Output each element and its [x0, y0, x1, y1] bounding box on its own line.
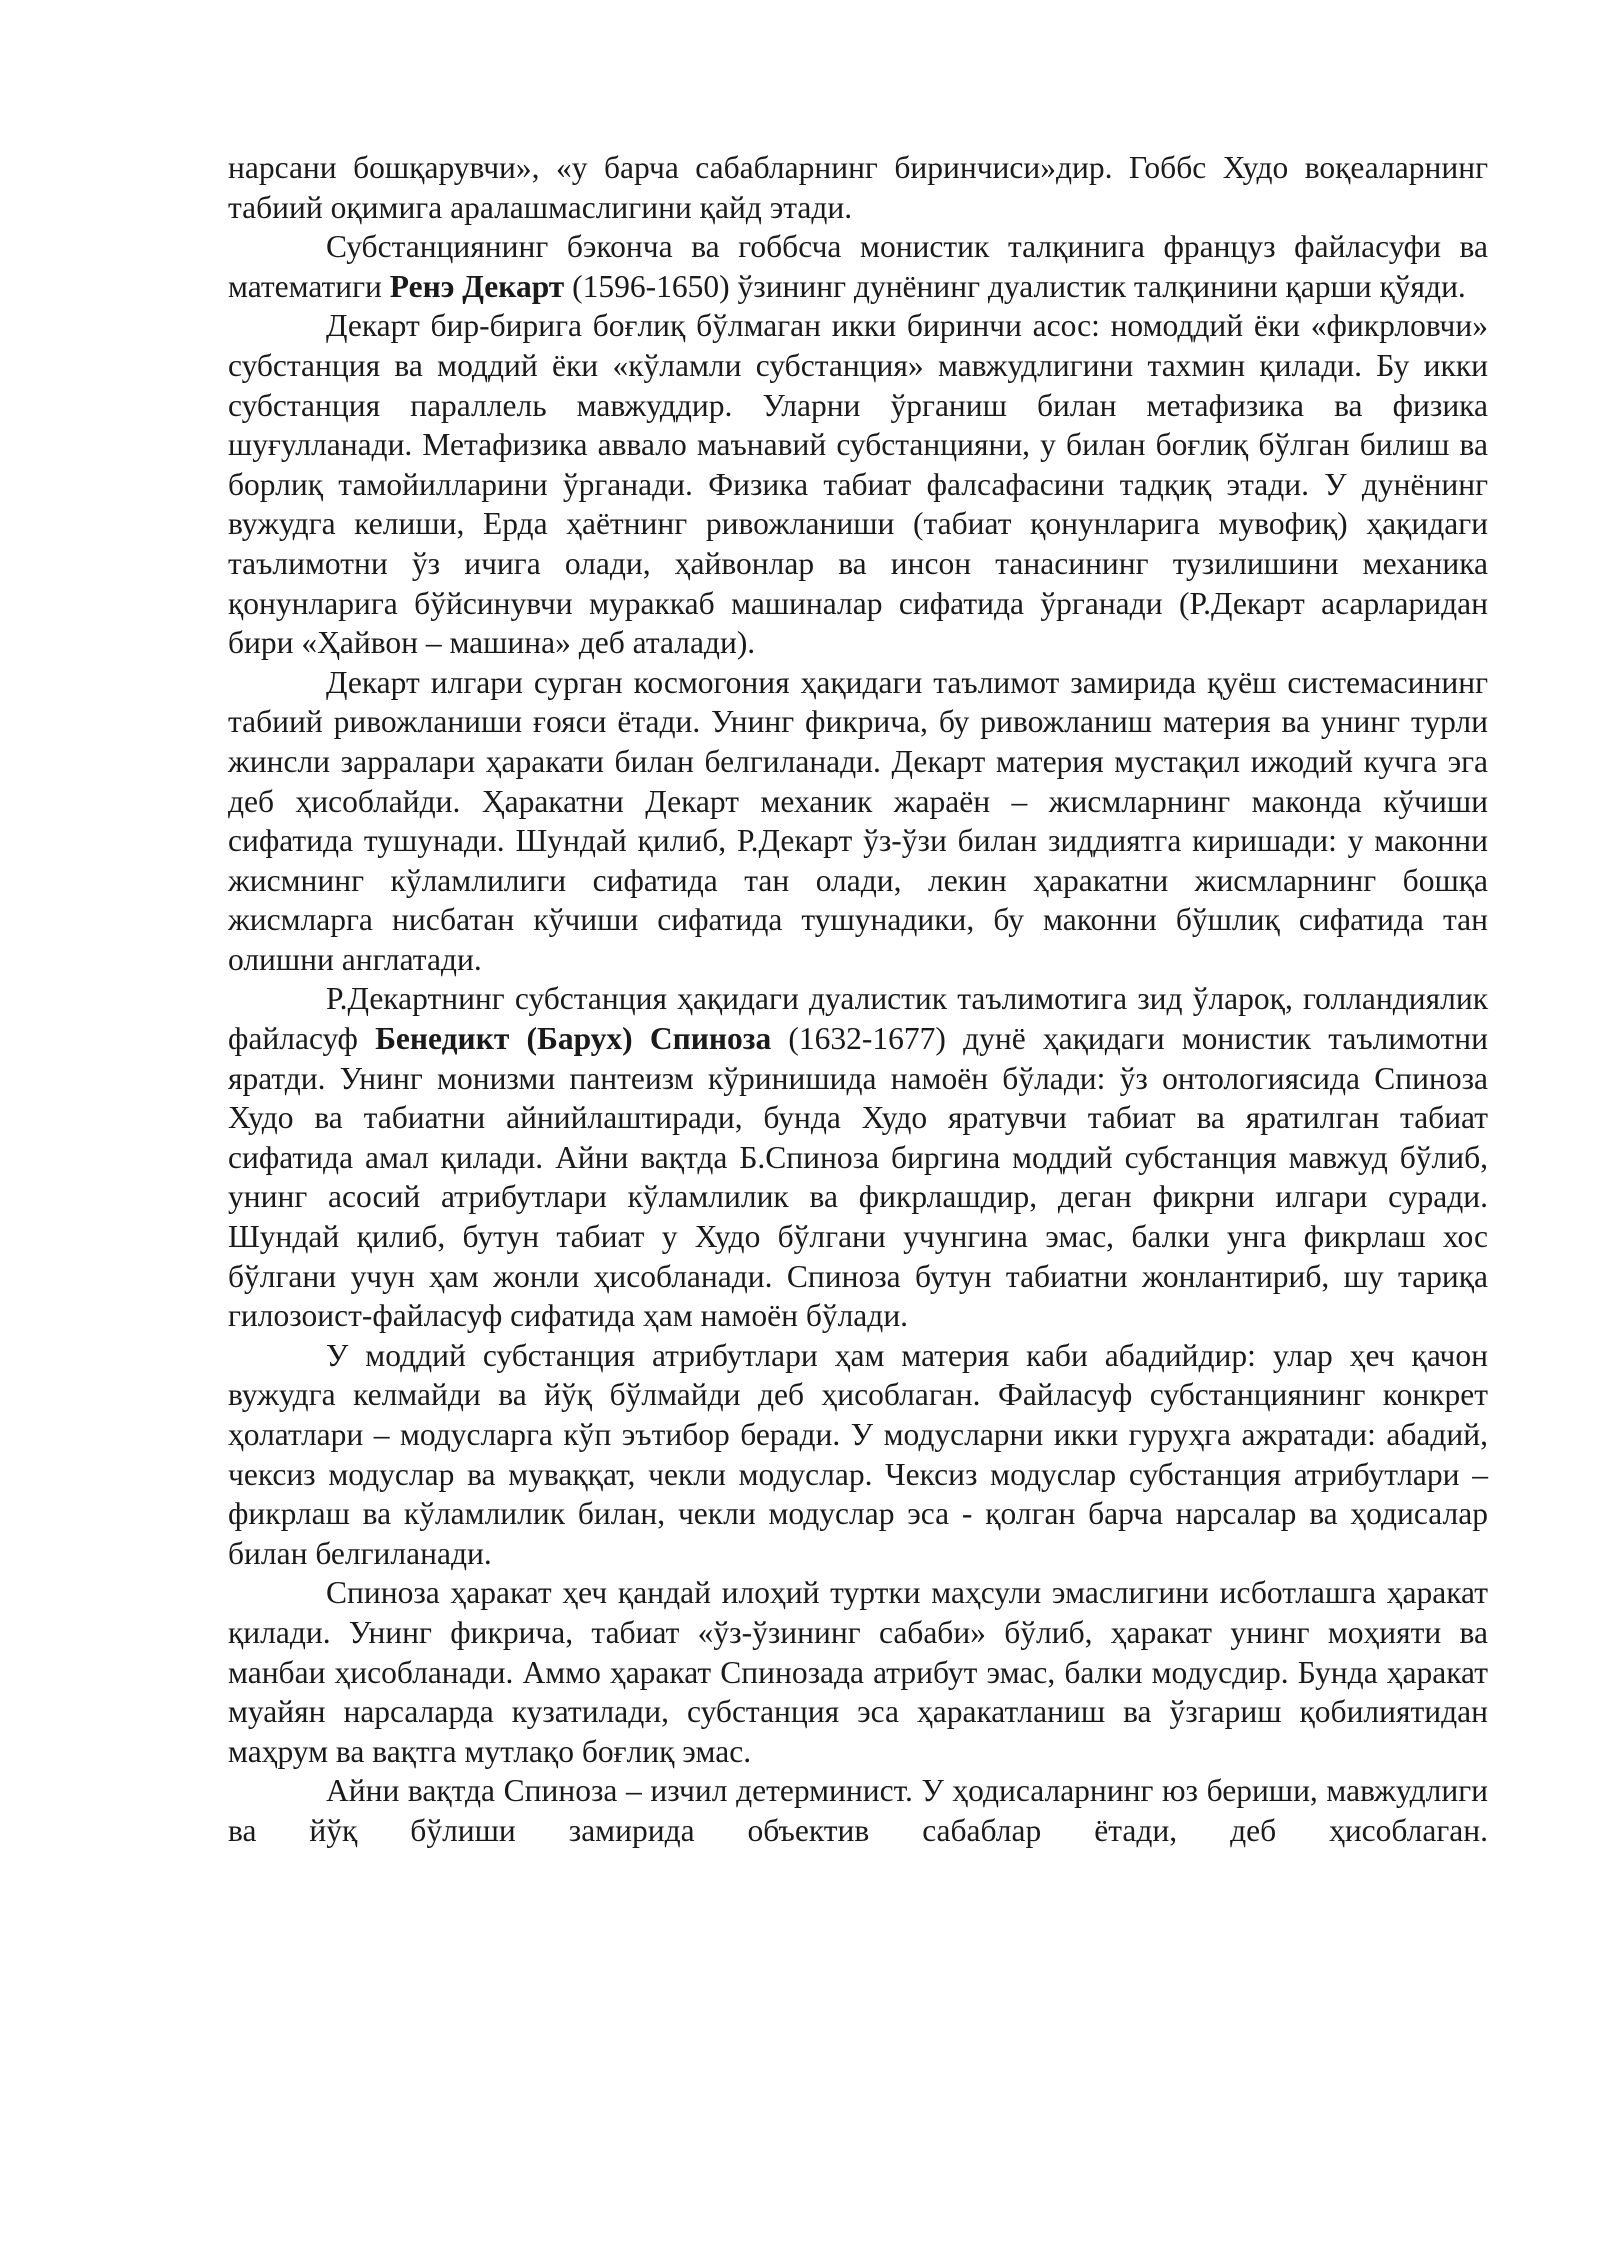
body-paragraph	[228, 663, 1488, 980]
text-run: У моддий субстанция атрибутлари ҳам материя каби абадийдир: улар ҳеч қачон вужудга келмайди ва йўқ бўлмайди деб ҳисоблаган. Файласуф субстанциянинг конкрет ҳолатлари – модусларга кўп эътибор беради. У модусларни икки гуруҳга ажратади: абадий, чексиз модуслар ва муваққат, чекли модуслар. Чексиз модуслар субстанция атрибутлари – фикрлаш ва кўламлилик билан, чекли модуслар эса - қолган барча нарсалар ва ҳодисалар билан белгиланади.	[228, 1337, 1488, 1571]
body-paragraph	[228, 1336, 1488, 1574]
bold-name: Бенедикт (Барух) Спиноза	[375, 1021, 772, 1057]
bold-name: Ренэ Декарт	[389, 268, 565, 304]
text-run: нарсани бошқарувчи», «у барча сабабларнинг биринчиси»дир. Гоббс Худо воқеаларнинг табиий оқимига аралашмаслигини қайд этади.	[228, 150, 1488, 225]
body-paragraph	[228, 227, 1488, 306]
body-paragraph	[228, 148, 1488, 227]
body-paragraph	[228, 979, 1488, 1335]
text-run: Декарт бир-бирига боғлиқ бўлмаган икки биринчи асос: номоддий ёки «фикрловчи» субстанция ва моддий ёки «кўламли субстанция» мавжудлигини тахмин қилади. Бу икки субстанция параллель мавжуддир. Уларни ўрганиш билан метафизика ва физика шуғулланади. Метафизика аввало маънавий субстанцияни, у билан боғлиқ бўлган билиш ва борлиқ тамойилларини ўрганади. Физика табиат фалсафасини тадқиқ этади. У дунёнинг вужудга келиши, Ерда ҳаётнинг ривожланиши (табиат қонунларига мувофиқ) ҳақидаги таълимотни ўз ичига олади, ҳайвонлар ва инсон танасининг тузилишини механика қонунларига бўйсинувчи мураккаб машиналар сифатида ўрганади (Р.Декарт асарларидан бири «Ҳайвон – машина» деб аталади).	[228, 308, 1488, 661]
text-run: Спиноза ҳаракат ҳеч қандай илоҳий туртки маҳсули эмаслигини исботлашга ҳаракат қилади. Унинг фикрича, табиат «ўз-ўзининг сабаби» бўлиб, ҳаракат унинг моҳияти ва манбаи ҳисобланади. Аммо ҳаракат Спинозада атрибут эмас, балки модусдир. Бунда ҳаракат муайян нарсаларда кузатилади, субстанция эса ҳаракатланиш ва ўзгариш қобилиятидан маҳрум ва вақтга мутлақо боғлиқ эмас.	[228, 1575, 1488, 1769]
text-run: Р.Декартнинг субстанция ҳақидаги дуалистик таълимотига зид ўлароқ, голландиялик файласуф	[228, 981, 1488, 1057]
body-paragraph	[228, 1573, 1488, 1771]
text-run: Айни вақтда Спиноза – изчил детерминист. У ҳодисаларнинг юз бериши, мавжудлиги ва йўқ бўлиши замирида объектив сабаблар ётади, деб ҳисоблаган.	[228, 1773, 1488, 1848]
text-run: (1632-1677) дунё ҳақидаги монистик таълимотни яратди. Унинг монизми пантеизм кўринишида намоён бўлади: ўз онтологиясида Спиноза Худо ва табиатни айнийлаштиради, бунда Худо яратувчи табиат ва яратилган табиат сифатида амал қилади. Айни вақтда Б.Спиноза биргина моддий субстанция мавжуд бўлиб, унинг асосий атрибутлари кўламлилик ва фикрлашдир, деган фикрни илгари суради. Шундай қилиб, бутун табиат у Худо бўлгани учунгина эмас, балки унга фикрлаш хос бўлгани учун ҳам жонли ҳисобланади. Спиноза бутун табиатни жонлантириб, шу тариқа гилозоист-файласуф сифатида ҳам намоён бўлади.	[228, 1021, 1488, 1334]
text-run: Субстанциянинг бэконча ва гоббсча монистик талқинига француз файласуфи ва математиги	[228, 229, 1488, 304]
document-page	[228, 148, 1488, 1851]
text-run: Декарт илгари сурган космогония ҳақидаги таълимот замирида қуёш системасининг табиий ривожланиши ғояси ётади. Унинг фикрича, бу ривожланиш материя ва унинг турли жинсли зарралари ҳаракати билан белгиланади. Декарт материя мустақил ижодий кучга эга деб ҳисоблайди. Ҳаракатни Декарт механик жараён – жисмларнинг маконда кўчиши сифатида тушунади. Шундай қилиб, Р.Декарт ўз-ўзи билан зиддиятга киришади: у маконни жисмнинг кўламлилиги сифатида тан олади, лекин ҳаракатни жисмларнинг бошқа жисмларга нисбатан кўчиши сифатида тушунадики, бу маконни бўшлиқ сифатида тан олишни англатади.	[228, 664, 1488, 977]
body-paragraph	[228, 306, 1488, 662]
body-paragraph	[228, 1771, 1488, 1850]
text-run: (1596-1650) ўзининг дунёнинг дуалистик талқинини қарши қўяди.	[564, 268, 1466, 304]
